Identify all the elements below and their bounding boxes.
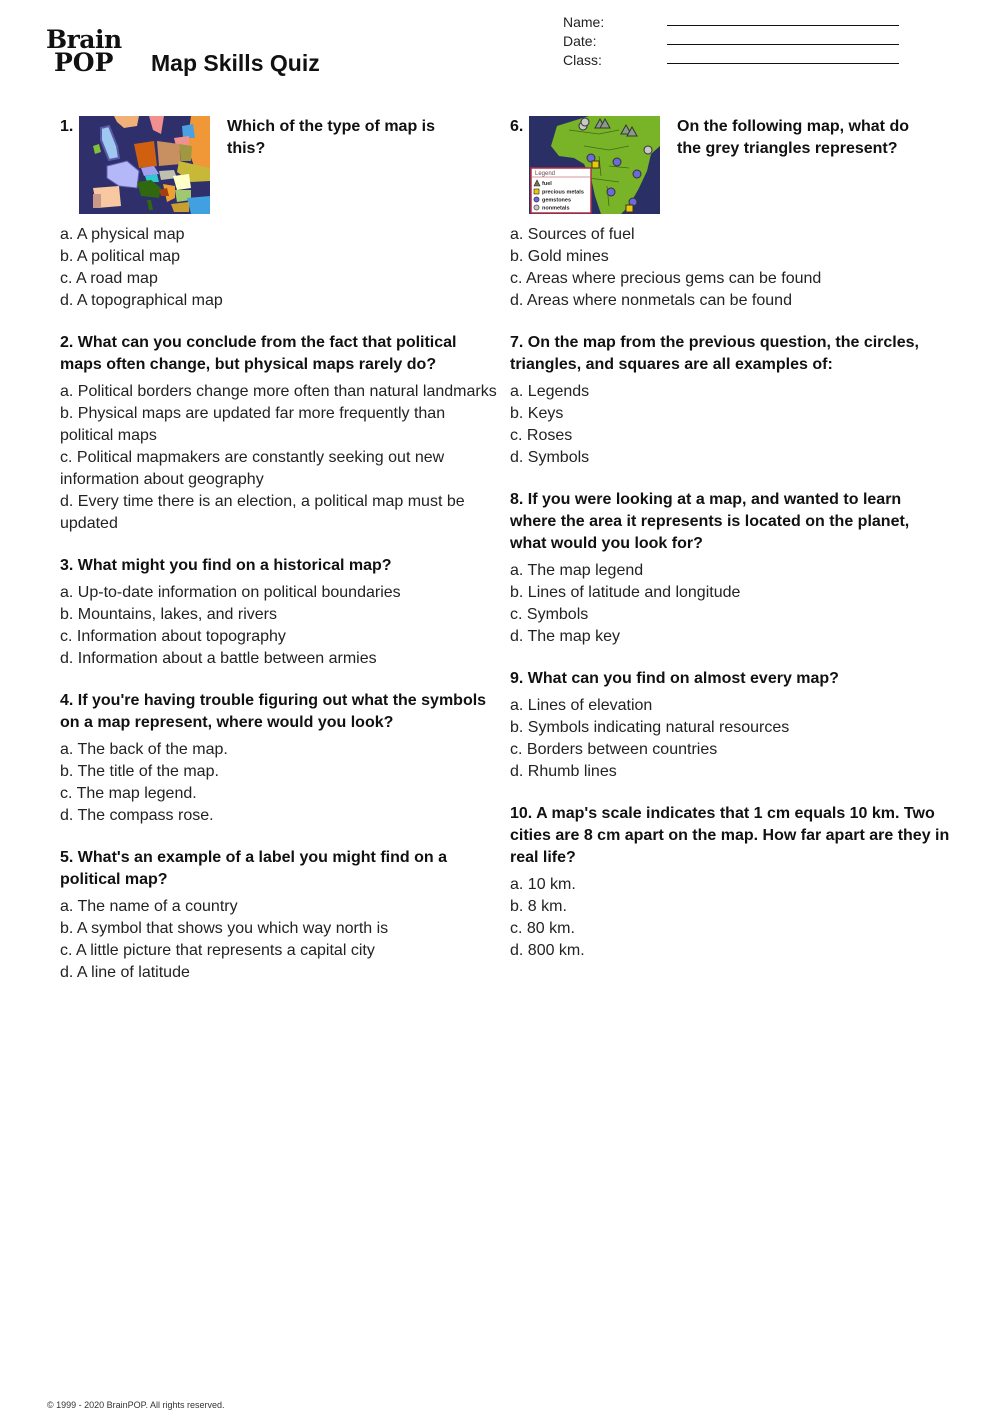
option-d[interactable]: d. 800 km. [510,942,585,959]
right-column [510,116,950,982]
option-b[interactable]: b. Symbols indicating natural resources [510,719,790,736]
option-c[interactable]: c. Political mapmakers are constantly seeking out new information about geography [60,449,445,488]
question-text: 9. What can you find on almost every map? [510,670,839,687]
africa-resource-map-image [529,116,660,214]
question-text: 4. If you're having trouble figuring out what the symbols on a map represent, where would you look? [60,692,487,731]
option-b[interactable]: b. Physical maps are updated far more frequently than political maps [60,405,446,444]
question-3 [60,555,500,670]
option-c[interactable]: c. Symbols [510,606,589,623]
svg-text:fuel: fuel [542,181,552,187]
class-field[interactable] [563,52,903,71]
option-a[interactable]: a. Sources of fuel [510,226,635,243]
option-a[interactable]: a. A physical map [60,226,185,243]
option-a[interactable]: a. The name of a country [60,898,238,915]
option-a[interactable]: a. Legends [510,383,590,400]
option-b[interactable]: b. Mountains, lakes, and rivers [60,606,277,623]
option-c[interactable]: c. Roses [510,427,573,444]
option-b[interactable]: b. 8 km. [510,898,567,915]
question-text: 2. What can you conclude from the fact that political maps often change, but physical maps rarely do? [60,334,457,373]
option-a[interactable]: a. Lines of elevation [510,697,653,714]
option-d[interactable]: d. The compass rose. [60,807,214,824]
question-4 [60,690,500,827]
brainpop-logo [46,25,128,77]
question-number: 6. [510,118,524,135]
option-d[interactable]: d. Rhumb lines [510,763,617,780]
europe-political-map-image [79,116,210,214]
question-number: 1. [60,118,74,135]
option-d[interactable]: d. Information about a battle between armies [60,650,377,667]
copyright-footer: © 1999 - 2020 BrainPOP. All rights reserved. [47,1400,225,1410]
class-line[interactable] [667,63,899,64]
question-text: 8. If you were looking at a map, and wanted to learn where the area it represents is located on the planet, what would you look for? [510,491,910,552]
option-d[interactable]: d. Symbols [510,449,590,466]
question-text: Which of the type of map is this? [227,118,436,157]
logo-line2: POP [54,48,114,77]
option-a[interactable]: a. The map legend [510,562,644,579]
logo-line1: Brain [46,25,122,54]
name-label: Name: [563,14,605,30]
option-c[interactable]: c. 80 km. [510,920,575,937]
class-label: Class: [563,52,602,68]
question-7 [510,332,950,469]
option-b[interactable]: b. A political map [60,248,181,265]
option-a[interactable]: a. Up-to-date information on political boundaries [60,584,401,601]
option-b[interactable]: b. Gold mines [510,248,609,265]
option-b[interactable]: b. A symbol that shows you which way north is [60,920,389,937]
svg-text:nonmetals: nonmetals [542,205,570,212]
option-c[interactable]: c. A little picture that represents a capital city [60,942,375,959]
date-line[interactable] [667,44,899,45]
question-2 [60,332,500,535]
option-c[interactable]: c. Areas where precious gems can be found [510,270,822,287]
question-5 [60,847,500,984]
option-c[interactable]: c. Borders between countries [510,741,718,758]
svg-text:gemstones: gemstones [542,197,572,204]
option-d[interactable]: d. Every time there is an election, a political map must be updated [60,493,465,532]
option-a[interactable]: a. 10 km. [510,876,576,893]
question-8 [510,489,950,648]
question-1 [60,116,500,312]
option-b[interactable]: b. Lines of latitude and longitude [510,584,741,601]
legend-title: Legend [535,171,556,177]
option-d[interactable]: d. The map key [510,628,620,645]
option-a[interactable]: a. Political borders change more often than natural landmarks [60,383,497,400]
option-c[interactable]: c. Information about topography [60,628,286,645]
question-6 [510,116,950,312]
name-line[interactable] [667,25,899,26]
svg-text:precious metals: precious metals [542,189,584,196]
option-a[interactable]: a. The back of the map. [60,741,228,758]
date-field[interactable] [563,33,903,52]
option-c[interactable]: c. The map legend. [60,785,197,802]
option-d[interactable]: d. A line of latitude [60,964,190,981]
option-b[interactable]: b. The title of the map. [60,763,219,780]
left-column [60,116,500,1004]
option-c[interactable]: c. A road map [60,270,158,287]
page-title: Map Skills Quiz [151,50,320,76]
question-text: 10. A map's scale indicates that 1 cm equals 10 km. Two cities are 8 cm apart on the map. How far apart are they in real life? [510,805,950,866]
question-text: 7. On the map from the previous question, the circles, triangles, and squares are all examples of: [510,334,919,373]
question-text: 5. What's an example of a label you might find on a political map? [60,849,447,888]
student-info-fields [563,14,903,71]
question-10 [510,803,950,962]
option-d[interactable]: d. Areas where nonmetals can be found [510,292,792,309]
question-text: 3. What might you find on a historical map? [60,557,392,574]
question-text: On the following map, what do the grey triangles represent? [677,118,909,157]
question-9 [510,668,950,783]
date-label: Date: [563,33,597,49]
name-field[interactable] [563,14,903,33]
option-d[interactable]: d. A topographical map [60,292,223,309]
option-b[interactable]: b. Keys [510,405,564,422]
